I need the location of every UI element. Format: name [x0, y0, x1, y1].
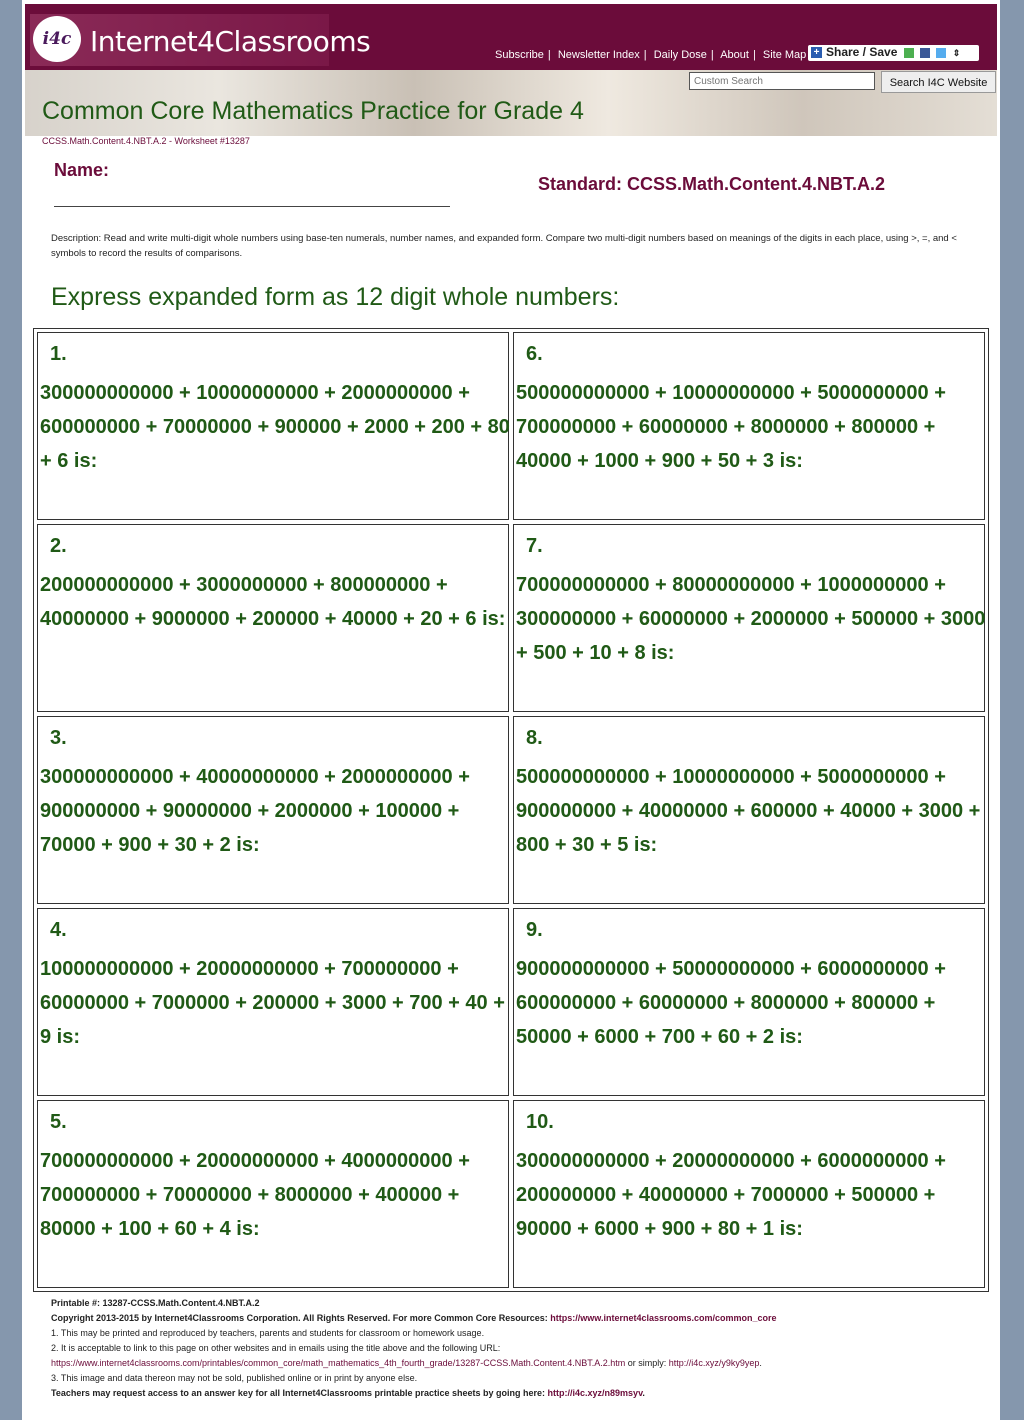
usage-note-2: 2. It is acceptable to link to this page on other websites and in emails using the title above and the following URL: — [51, 1343, 501, 1353]
nav-newsletter-index[interactable]: Newsletter Index — [557, 49, 640, 61]
question-cell — [513, 524, 985, 712]
printable-id: Printable #: 13287-CCSS.Math.Content.4.NBT.A.2 — [51, 1298, 260, 1308]
question-number: 2. — [50, 535, 67, 557]
page-title: Common Core Mathematics Practice for Grade 4 — [42, 97, 584, 125]
question-cell — [37, 524, 509, 712]
worksheet-page — [22, 0, 1000, 1420]
description: Description: Read and write multi-digit whole numbers using base-ten numerals, number names, and expanded form. Compare two multi-digit numbers based on meanings of the digits in each place, using >, =, and < symbols to record the results of comparisons. — [51, 233, 957, 259]
question-cell — [37, 716, 509, 904]
logo-text: Internet4Classrooms — [90, 25, 371, 58]
share-label: Share / Save — [826, 45, 898, 59]
footer — [51, 1296, 991, 1401]
nav-subscribe[interactable]: Subscribe — [495, 49, 544, 61]
question-text: 300000000000 + 10000000000 + 2000000000 + 600000000 + 70000000 + 900000 + 2000 + 200 + 80 + 6 is: — [40, 382, 510, 472]
period: . — [759, 1358, 762, 1368]
question-number: 6. — [526, 343, 543, 365]
nav-daily-dose[interactable]: Daily Dose — [653, 49, 707, 61]
plus-icon: + — [811, 47, 822, 58]
nav-about[interactable]: About — [720, 49, 749, 61]
logo-badge: i4c — [33, 16, 81, 62]
name-line — [54, 206, 450, 207]
site-header — [25, 4, 997, 70]
question-cell — [513, 716, 985, 904]
question-cell — [37, 908, 509, 1096]
share-save-button[interactable] — [808, 45, 979, 61]
usage-note-1: 1. This may be printed and reproduced by teachers, parents and students for classroom or homework usage. — [51, 1328, 485, 1338]
answer-key-link[interactable]: http://i4c.xyz/n89msyv — [547, 1388, 643, 1398]
question-cell — [37, 332, 509, 520]
nav-site-map[interactable]: Site Map — [762, 49, 807, 61]
breadcrumb: CCSS.Math.Content.4.NBT.A.2 - Worksheet #13287 — [42, 136, 250, 146]
usage-note-3: 3. This image and data thereon may not be sold, published online or in print by anyone else. — [51, 1373, 418, 1383]
question-number: 10. — [526, 1111, 554, 1133]
or-simply-text: or simply: — [625, 1358, 669, 1368]
question-cell — [513, 332, 985, 520]
question-text: 100000000000 + 20000000000 + 700000000 + 60000000 + 7000000 + 200000 + 3000 + 700 + 40 + 9 is: — [40, 958, 505, 1048]
question-text: 500000000000 + 10000000000 + 5000000000 + 900000000 + 40000000 + 600000 + 40000 + 3000 + 800 + 30 + 5 is: — [516, 766, 981, 856]
search-input[interactable] — [689, 72, 875, 90]
site-logo[interactable] — [30, 14, 371, 66]
question-number: 9. — [526, 919, 543, 941]
twitter-icon — [936, 48, 946, 58]
question-text: 300000000000 + 20000000000 + 6000000000 + 200000000 + 40000000 + 7000000 + 500000 + 90000 + 6000 + 900 + 80 + 1 is: — [516, 1150, 946, 1240]
common-core-link[interactable]: https://www.internet4classrooms.com/common_core — [550, 1313, 777, 1323]
questions-grid — [33, 328, 989, 1292]
answer-key-text: Teachers may request access to an answer key for all Internet4Classrooms printable practice sheets by going here: — [51, 1388, 548, 1398]
copyright — [51, 1311, 991, 1326]
question-cell — [513, 908, 985, 1096]
question-number: 1. — [50, 343, 67, 365]
url-line — [51, 1356, 991, 1371]
question-text: 700000000000 + 20000000000 + 4000000000 + 700000000 + 70000000 + 8000000 + 400000 + 80000 + 100 + 60 + 4 is: — [40, 1150, 470, 1240]
name-label: Name: — [54, 160, 110, 180]
chevron-updown-icon: ⇕ — [952, 48, 961, 58]
question-number: 4. — [50, 919, 67, 941]
question-cell — [37, 1100, 509, 1288]
question-number: 5. — [50, 1111, 67, 1133]
question-text: 700000000000 + 80000000000 + 1000000000 + 300000000 + 60000000 + 2000000 + 500000 + 3000 + 500 + 10 + 8 is: — [516, 574, 986, 664]
email-share-icon — [904, 48, 914, 58]
search-button[interactable]: Search I4C Website — [881, 71, 996, 93]
question-text: 200000000000 + 3000000000 + 800000000 + 40000000 + 9000000 + 200000 + 40000 + 20 + 6 is: — [40, 574, 506, 630]
question-text: 300000000000 + 40000000000 + 2000000000 + 900000000 + 90000000 + 2000000 + 100000 + 70000 + 900 + 30 + 2 is: — [40, 766, 470, 856]
short-url-link[interactable]: http://i4c.xyz/y9ky9yep — [668, 1358, 760, 1368]
top-nav: Subscribe | Newsletter Index | Daily Dose | About | Site Map — [495, 49, 807, 61]
instructions: Express expanded form as 12 digit whole numbers: — [51, 283, 620, 311]
facebook-icon — [920, 48, 930, 58]
answer-key-line — [51, 1386, 991, 1401]
question-number: 3. — [50, 727, 67, 749]
period: . — [642, 1388, 645, 1398]
question-number: 8. — [526, 727, 543, 749]
question-text: 900000000000 + 50000000000 + 6000000000 + 600000000 + 60000000 + 8000000 + 800000 + 50000 + 6000 + 700 + 60 + 2 is: — [516, 958, 946, 1048]
standard-label: Standard: CCSS.Math.Content.4.NBT.A.2 — [538, 174, 886, 194]
question-text: 500000000000 + 10000000000 + 5000000000 + 700000000 + 60000000 + 8000000 + 800000 + 40000 + 1000 + 900 + 50 + 3 is: — [516, 382, 946, 472]
copyright-text: Copyright 2013-2015 by Internet4Classrooms Corporation. All Rights Reserved. For more Common Core Resources: — [51, 1313, 551, 1323]
banner — [25, 70, 997, 136]
question-number: 7. — [526, 535, 543, 557]
long-url-link[interactable]: https://www.internet4classrooms.com/printables/common_core/math_mathematics_4th_fourth_grade/13287-CCSS.Math.Content.4.NBT.A.2.htm — [51, 1358, 626, 1368]
question-cell — [513, 1100, 985, 1288]
